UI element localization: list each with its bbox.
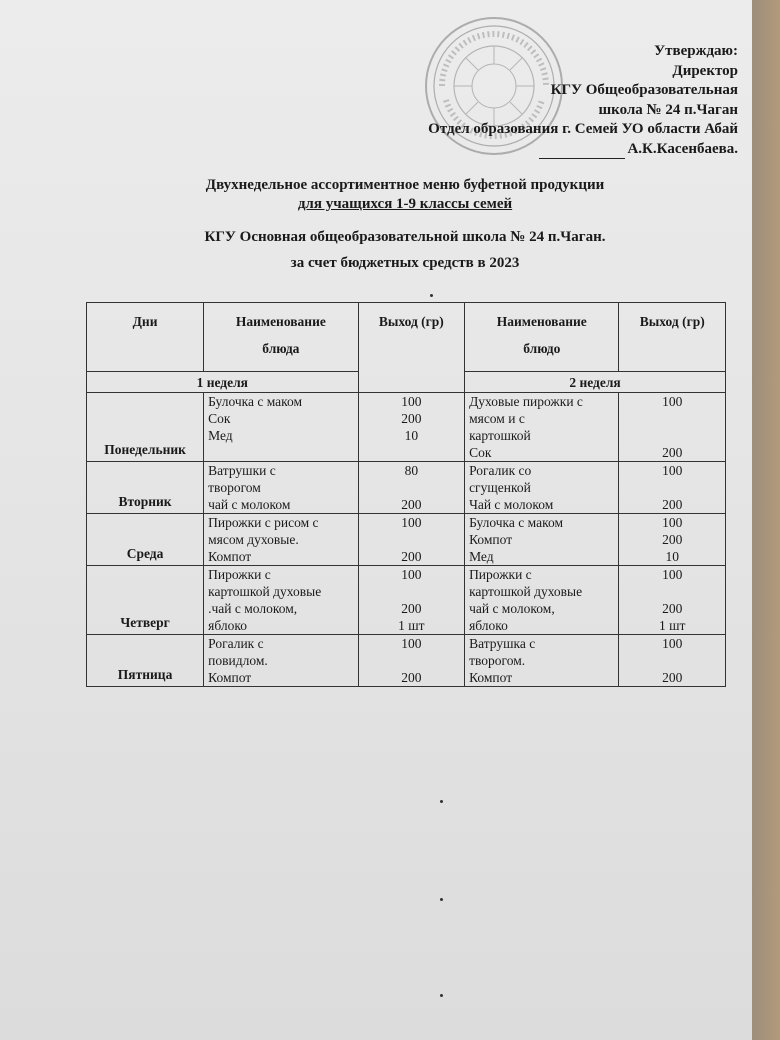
- header-name-week2: [465, 303, 619, 372]
- cell-line: 100: [401, 515, 422, 530]
- cell-line: [363, 531, 461, 548]
- cell-line: Ватрушка с: [469, 636, 536, 651]
- cell-line: [623, 652, 721, 669]
- cell-line: 200: [662, 445, 683, 460]
- day-cell: Среда: [87, 514, 204, 566]
- week2-items-cell: [465, 635, 619, 687]
- approval-line-5: Отдел образования г. Семей УО области Абай: [428, 121, 738, 137]
- week2-label: 2 неделя: [465, 372, 726, 393]
- week1-items-cell: [204, 635, 358, 687]
- cell-line: творогом.: [469, 653, 526, 668]
- cell-line: [623, 410, 721, 427]
- cell-line: чай с молоком,: [469, 601, 555, 616]
- week2-items-cell: [465, 462, 619, 514]
- cell-line: 100: [401, 567, 422, 582]
- cell-line: [363, 583, 461, 600]
- cell-line: 1 шт: [659, 618, 686, 633]
- cell-line: Рогалик с: [208, 636, 264, 651]
- cell-line: 100: [662, 567, 683, 582]
- cell-line: 100: [662, 515, 683, 530]
- table-row: [87, 462, 726, 514]
- cell-line: яблоко: [469, 618, 508, 633]
- cell-line: 80: [404, 463, 419, 478]
- document-title: [0, 176, 780, 214]
- cell-line: Булочка с маком: [469, 515, 564, 530]
- speck: [440, 898, 443, 901]
- week1-amount-cell: [358, 393, 465, 462]
- cell-line: 100: [662, 463, 683, 478]
- cell-line: 200: [662, 670, 683, 685]
- table-row: [87, 566, 726, 635]
- table-row: [87, 514, 726, 566]
- week2-amount-cell: [619, 462, 726, 514]
- header-name1b-text: блюда: [262, 341, 300, 356]
- cell-line: чай с молоком: [208, 497, 291, 512]
- week1-items-cell: [204, 462, 358, 514]
- cell-line: 200: [401, 601, 422, 616]
- week1-items-cell: [204, 393, 358, 462]
- cell-line: 200: [401, 411, 422, 426]
- cell-line: 200: [662, 497, 683, 512]
- cell-line: 200: [662, 532, 683, 547]
- cell-line: 200: [401, 670, 422, 685]
- title-line-3: КГУ Основная общеобразовательной школа № 24 п.Чаган.: [204, 229, 606, 245]
- cell-line: Пирожки с: [469, 567, 532, 582]
- day-cell: Четверг: [87, 566, 204, 635]
- week1-label: 1 неделя: [87, 372, 359, 393]
- week1-amount-cell: [358, 462, 465, 514]
- week1-amount-cell: [358, 514, 465, 566]
- background-wall: [752, 0, 780, 1040]
- cell-line: картошкой духовые: [208, 584, 322, 599]
- signature-line: [539, 144, 625, 159]
- cell-line: 100: [401, 394, 422, 409]
- cell-line: 100: [662, 394, 683, 409]
- title-line-2: для учащихся 1-9 классы семей: [297, 196, 513, 212]
- cell-line: картошкой: [469, 428, 531, 443]
- week2-items-cell: [465, 514, 619, 566]
- week2-amount-cell: [619, 514, 726, 566]
- header-days: Дни: [87, 303, 204, 372]
- menu-table: [86, 302, 726, 687]
- week2-amount-cell: [619, 393, 726, 462]
- approval-block: [428, 42, 738, 159]
- cell-line: Рогалик со: [469, 463, 532, 478]
- cell-line: [363, 479, 461, 496]
- cell-line: [623, 427, 721, 444]
- signer-name: А.К.Касенбаева.: [627, 140, 738, 157]
- cell-line: Булочка с маком: [208, 394, 303, 409]
- cell-line: 200: [401, 497, 422, 512]
- cell-line: Пирожки с: [208, 567, 271, 582]
- cell-line: Мед: [208, 428, 233, 443]
- cell-line: Компот: [469, 532, 513, 547]
- table-row: [87, 393, 726, 462]
- cell-line: Компот: [208, 549, 252, 564]
- cell-line: 200: [401, 549, 422, 564]
- cell-line: творогом: [208, 480, 261, 495]
- cell-line: Компот: [469, 670, 513, 685]
- week1-amount-cell: [358, 635, 465, 687]
- cell-line: 10: [404, 428, 419, 443]
- cell-line: мясом и с: [469, 411, 525, 426]
- speck: [440, 994, 443, 997]
- table-row: [87, 635, 726, 687]
- table-header-row: [87, 303, 726, 372]
- speck: [440, 800, 443, 803]
- cell-line: Духовые пирожки с: [469, 394, 583, 409]
- week1-items-cell: [204, 514, 358, 566]
- cell-line: картошкой духовые: [469, 584, 583, 599]
- menu-table-body: [87, 393, 726, 687]
- cell-line: Чай с молоком: [469, 497, 554, 512]
- header-name1-text: Наименование: [235, 314, 326, 329]
- header-name2b-text: блюдо: [523, 341, 561, 356]
- cell-line: Пирожки с рисом с: [208, 515, 319, 530]
- approval-signature: [428, 140, 738, 160]
- cell-line: 1 шт: [398, 618, 425, 633]
- week2-amount-cell: [619, 635, 726, 687]
- cell-line: Компот: [208, 670, 252, 685]
- cell-line: яблоко: [208, 618, 247, 633]
- day-cell: Вторник: [87, 462, 204, 514]
- cell-line: [623, 583, 721, 600]
- title-line-4: за счет бюджетных средств в 2023: [290, 255, 520, 271]
- week2-items-cell: [465, 566, 619, 635]
- header-name2-text: Наименование: [496, 314, 587, 329]
- cell-line: повидлом.: [208, 653, 268, 668]
- cell-line: .чай с молоком,: [208, 601, 298, 616]
- approval-line-4: школа № 24 п.Чаган: [598, 101, 738, 118]
- week2-items-cell: [465, 393, 619, 462]
- week1-amount-cell: [358, 566, 465, 635]
- week2-amount-cell: [619, 566, 726, 635]
- cell-line: сгущенкой: [469, 480, 531, 495]
- cell-line: Сок: [208, 411, 231, 426]
- cell-line: мясом духовые.: [208, 532, 299, 547]
- week1-items-cell: [204, 566, 358, 635]
- cell-line: 100: [401, 636, 422, 651]
- day-cell: Пятница: [87, 635, 204, 687]
- approval-line-1: Утверждаю:: [654, 43, 738, 59]
- cell-line: Сок: [469, 445, 492, 460]
- cell-line: 100: [662, 636, 683, 651]
- cell-line: Ватрушки с: [208, 463, 276, 478]
- approval-line-2: Директор: [672, 62, 738, 79]
- cell-line: Мед: [469, 549, 494, 564]
- cell-line: [363, 652, 461, 669]
- header-amount-week1: Выход (гр): [358, 303, 465, 393]
- day-cell: Понедельник: [87, 393, 204, 462]
- header-name-week1: [204, 303, 358, 372]
- title-line-1: Двухнедельное ассортиментное меню буфетной продукции: [205, 177, 605, 193]
- cell-line: 10: [665, 549, 679, 564]
- speck: [430, 294, 433, 297]
- header-amount-week2: Выход (гр): [619, 303, 726, 372]
- cell-line: [623, 479, 721, 496]
- cell-line: 200: [662, 601, 683, 616]
- approval-line-3: КГУ Общеобразовательная: [550, 82, 738, 98]
